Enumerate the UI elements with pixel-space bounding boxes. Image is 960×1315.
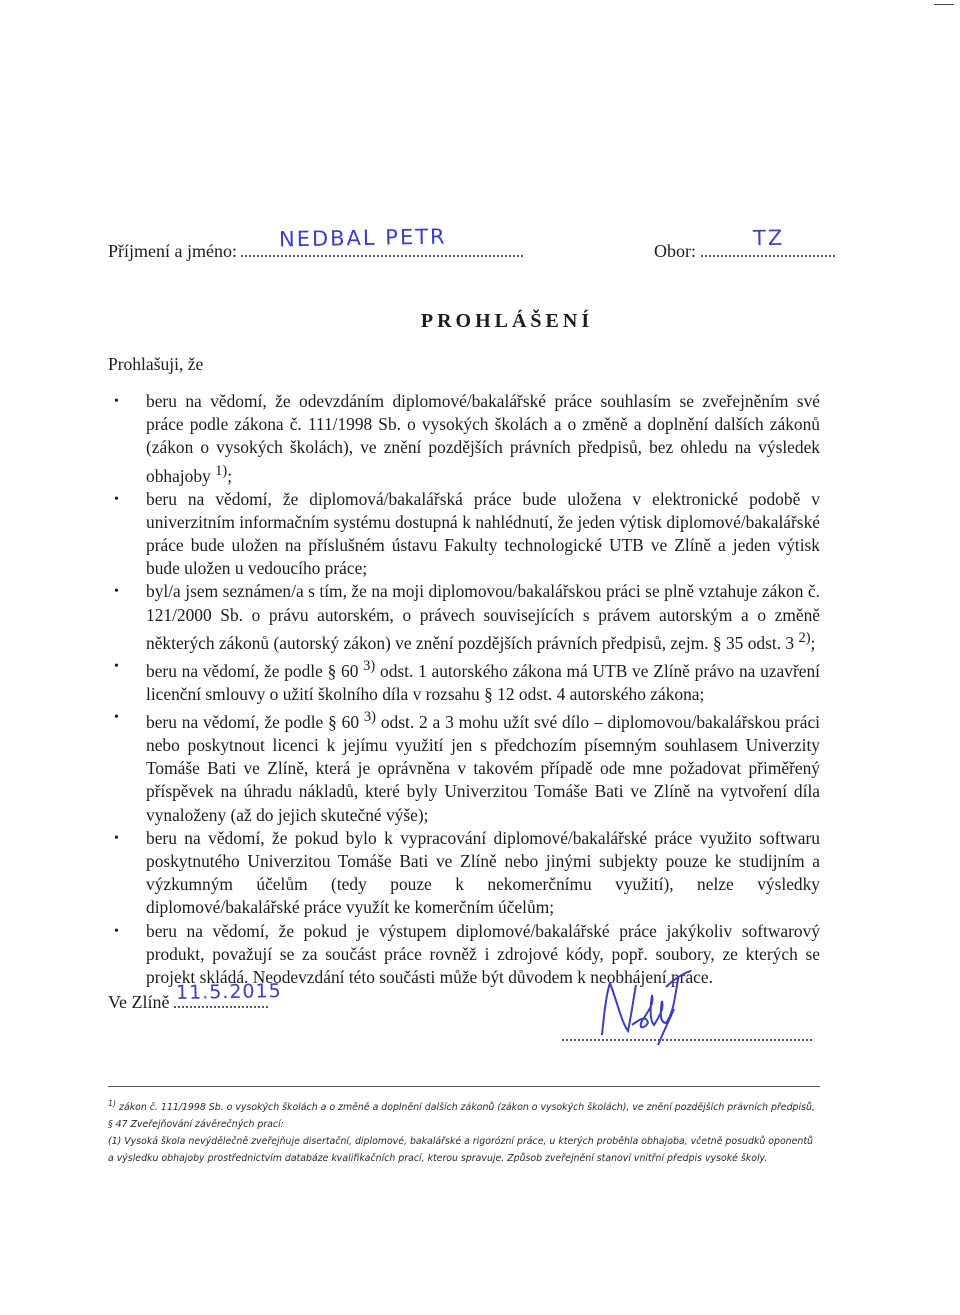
footnote-1: [108, 1095, 820, 1133]
name-line: [108, 224, 523, 262]
declaration-item: [108, 390, 820, 488]
bullet-icon: •: [114, 710, 119, 726]
field-line: [654, 225, 835, 262]
field-field: [701, 225, 835, 257]
declaration-item: [108, 706, 820, 827]
corner-mark: [934, 4, 954, 5]
declaration-item: [108, 920, 820, 990]
item-text: beru na vědomí, že diplomová/bakalářská práce bude uložena v elektronické podobě v univerzitním informačním systému dostupná k nahlédnutí, že jeden výtisk diplomové/bakalářské práce bude uložen na příslušném ústavu Fakulty technologické UTB ve Zlíně a jeden výtisk bude uložen u vedoucího práce;: [146, 488, 820, 579]
bullet-icon: •: [114, 830, 119, 846]
item-text-after: odst. 1 autorského zákona má UTB ve Zlíně právo na uzavření licenční smlouvy o užití školního díla v rozsahu § 12 odst. 4 autorského zákona;: [146, 660, 820, 704]
item-text: beru na vědomí, že podle § 60: [146, 711, 360, 732]
page-title: PROHLÁŠENÍ: [420, 310, 594, 332]
bullet-icon: •: [114, 923, 119, 939]
signature-image: [588, 965, 698, 1047]
declaration-item: [108, 655, 820, 706]
footnote-paragraph: (1) Vysoká škola nevýdělečně zveřejňuje disertační, diplomové, bakalářské a rigorózní práce, u kterých proběhla obhajoba, včetně posudků oponentů a výsledku obhajoby prostřednictvím databáze kvalifikačních prací, kterou spravuje. Způsob zveřejnění stanoví vnitřní předpis vysoké školy.: [108, 1136, 813, 1165]
item-text-after: ;: [810, 632, 816, 653]
item-text: beru na vědomí, že podle § 60: [146, 660, 359, 681]
bullet-icon: •: [114, 491, 119, 507]
place-date-line: [108, 980, 282, 1013]
name-label: Příjmení a jméno:: [108, 241, 237, 261]
declaration-item: [108, 580, 820, 654]
place-label: Ve Zlíně: [108, 992, 170, 1012]
name-handwriting: NEDBAL PETR: [279, 224, 448, 252]
item-text-after: ;: [227, 465, 233, 486]
item-text-after: odst. 2 a 3 mohu užít své dílo – diplomovou/bakalářskou práci nebo poskytnout licenci k jejímu využití jen s předchozím písemným souhlasem Univerzity Tomáše Bati ve Zlíně, která je oprávněna v takovém případě ode mne požadovat přiměřený příspěvek na úhradu nákladů, které byly Univerzitou Tomáše Bati ve Zlíně na vytvoření díla vynaloženy (až do jejich skutečné výše);: [146, 711, 820, 825]
bullet-icon: •: [114, 394, 119, 409]
name-field: [241, 224, 523, 257]
footnotes: [108, 1095, 820, 1167]
date-handwriting: 11.5.2015: [175, 980, 282, 1004]
signature-field: [562, 1003, 812, 1041]
declaration-item: [108, 488, 820, 581]
date-field: [174, 980, 282, 1008]
footnote-divider: [108, 1086, 820, 1087]
footnote-marker: 1): [108, 1099, 117, 1108]
item-text: byl/a jsem seznámen/a s tím, že na moji diplomovou/bakalářskou práci se plně vztahuje zákon č. 121/2000 Sb. o právu autorském, o právech souvisejících s právem autorským a o změně některých zákonů (autorský zákon) ve znění pozdějších právních předpisů, zejm. § 35 odst. 3: [146, 581, 820, 653]
bullet-icon: •: [114, 658, 119, 674]
item-footnote-ref: 3): [363, 657, 376, 674]
footnote-text: zákon č. 111/1998 Sb. o vysokých školách a o změně a doplnění dalších zákonů (zákon o vysokých školách), ve znění pozdějších právních předpisů, § 47 Zveřejňování závěrečných prací:: [108, 1102, 815, 1131]
item-text: beru na vědomí, že pokud je výstupem diplomové/bakalářské práce jakýkoliv softwarový produkt, považují se za součást práce rovněž i zdrojové kódy, popř. soubory, ze kterých se projekt skládá. Neodevzdání této součásti může být důvodem k neobhájení práce.: [146, 920, 820, 988]
item-footnote-ref: 1): [215, 462, 228, 479]
item-text: beru na vědomí, že odevzdáním diplomové/bakalářské práce souhlasím se zveřejněním své práce podle zákona č. 111/1998 Sb. o vysokých školách a o změně a doplnění dalších zákonů (zákon o vysokých školách), ve znění pozdějších právních předpisů, bez ohledu na výsledek obhajoby: [146, 391, 820, 486]
item-text: beru na vědomí, že pokud bylo k vypracování diplomové/bakalářské práce využito softwaru poskytnutého Univerzitou Tomáše Bati ve Zlíně nebo jinými subjekty pouze ke studijním a výzkumným účelům (tedy pouze k nekomerčnímu využití), nelze výsledky diplomové/bakalářské práce využít ke komerčním účelům;: [146, 827, 820, 918]
field-label: Obor:: [654, 241, 696, 261]
bullet-icon: •: [114, 584, 119, 600]
declaration-list: [108, 390, 820, 989]
field-handwriting: TZ: [752, 225, 784, 251]
intro-text: Prohlašuji, že: [108, 354, 204, 374]
item-footnote-ref: 3): [363, 709, 376, 726]
item-footnote-ref: 2): [798, 629, 811, 646]
declaration-item: [108, 827, 820, 920]
